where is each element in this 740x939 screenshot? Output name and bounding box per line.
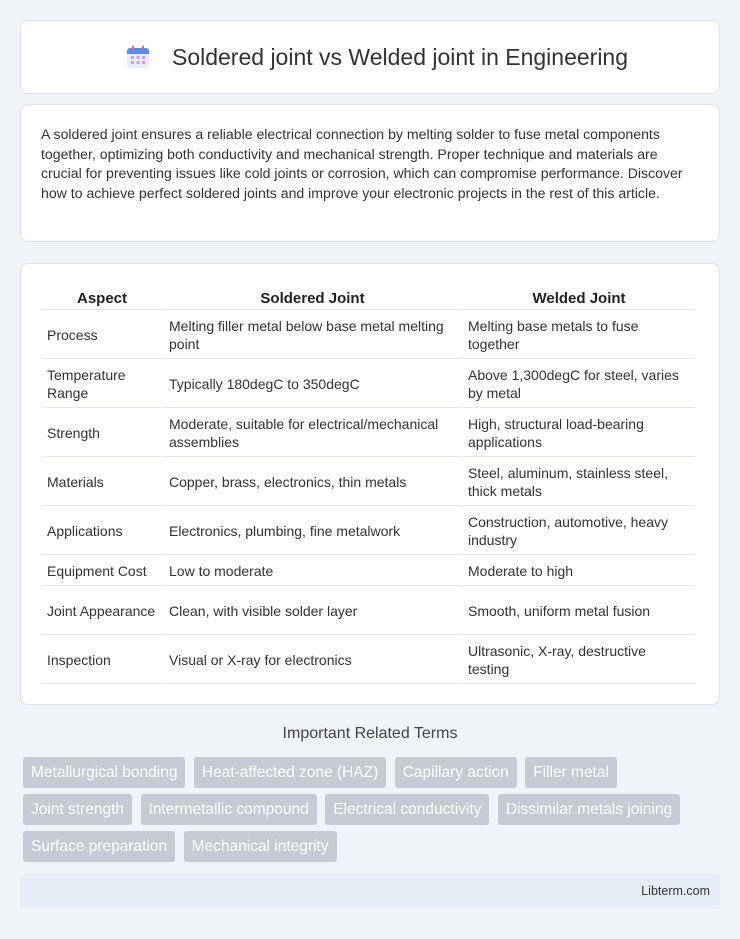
cell-soldered: Melting filler metal below base metal melting point — [164, 312, 461, 359]
comparison-table — [40, 284, 697, 686]
cell-welded: Above 1,300degC for steel, varies by metal — [463, 361, 695, 408]
cell-soldered: Visual or X-ray for electronics — [164, 637, 461, 684]
related-terms-heading: Important Related Terms — [282, 725, 458, 742]
table-row — [42, 361, 695, 408]
related-term-tag[interactable]: Filler metal — [525, 757, 617, 788]
cell-aspect: Equipment Cost — [42, 557, 162, 586]
cell-welded: Construction, automotive, heavy industry — [463, 508, 695, 555]
header-card — [20, 20, 720, 94]
related-term-tag[interactable]: Capillary action — [395, 757, 517, 788]
table-row — [42, 312, 695, 359]
related-terms-list — [23, 757, 723, 868]
footer-site-link[interactable]: Libterm.com — [641, 884, 710, 898]
cell-soldered: Low to moderate — [164, 557, 461, 586]
cell-welded: Smooth, uniform metal fusion — [463, 588, 695, 635]
cell-welded: High, structural load-bearing applications — [463, 410, 695, 457]
related-term-tag[interactable]: Mechanical integrity — [184, 831, 337, 862]
related-term-tag[interactable]: Dissimilar metals joining — [498, 794, 680, 825]
related-term-tag[interactable]: Surface preparation — [23, 831, 175, 862]
page-title: Soldered joint vs Welded joint in Engineering — [171, 43, 629, 70]
intro-paragraph: A soldered joint ensures a reliable electrical connection by melting solder to fuse metal components together, optimizing both conductivity and mechanical strength. Proper technique and materials are crucial for preventing issues like cold joints or corrosion, which can compromise performance. Discover how to achieve perfect soldered joints and improve your electronic projects in the rest of this article. — [41, 126, 683, 201]
cell-aspect: Inspection — [42, 637, 162, 684]
cell-soldered: Clean, with visible solder layer — [164, 588, 461, 635]
comparison-table-card — [20, 263, 720, 705]
table-row — [42, 508, 695, 555]
footer — [20, 874, 720, 909]
cell-aspect: Materials — [42, 459, 162, 506]
cell-welded: Ultrasonic, X-ray, destructive testing — [463, 637, 695, 684]
cell-welded: Melting base metals to fuse together — [463, 312, 695, 359]
cell-aspect: Strength — [42, 410, 162, 457]
cell-soldered: Copper, brass, electronics, thin metals — [164, 459, 461, 506]
cell-soldered: Typically 180degC to 350degC — [164, 361, 461, 408]
table-row — [42, 410, 695, 457]
related-term-tag[interactable]: Intermetallic compound — [141, 794, 317, 825]
table-row — [42, 459, 695, 506]
cell-welded: Moderate to high — [463, 557, 695, 586]
column-header-aspect: Aspect — [42, 286, 162, 310]
cell-aspect: Temperature Range — [42, 361, 162, 408]
table-row — [42, 637, 695, 684]
cell-soldered: Electronics, plumbing, fine metalwork — [164, 508, 461, 555]
table-row — [42, 588, 695, 635]
calendar-icon — [126, 45, 150, 69]
related-term-tag[interactable]: Heat-affected zone (HAZ) — [194, 757, 386, 788]
column-header-soldered: Soldered Joint — [164, 286, 461, 310]
cell-welded: Steel, aluminum, stainless steel, thick metals — [463, 459, 695, 506]
cell-aspect: Applications — [42, 508, 162, 555]
cell-soldered: Moderate, suitable for electrical/mechanical assemblies — [164, 410, 461, 457]
cell-aspect: Joint Appearance — [42, 588, 162, 635]
column-header-welded: Welded Joint — [463, 286, 695, 310]
related-term-tag[interactable]: Metallurgical bonding — [23, 757, 185, 788]
cell-aspect: Process — [42, 312, 162, 359]
related-term-tag[interactable]: Joint strength — [23, 794, 132, 825]
intro-card — [20, 104, 720, 242]
table-header-row — [42, 286, 695, 310]
table-row — [42, 557, 695, 586]
related-term-tag[interactable]: Electrical conductivity — [325, 794, 489, 825]
